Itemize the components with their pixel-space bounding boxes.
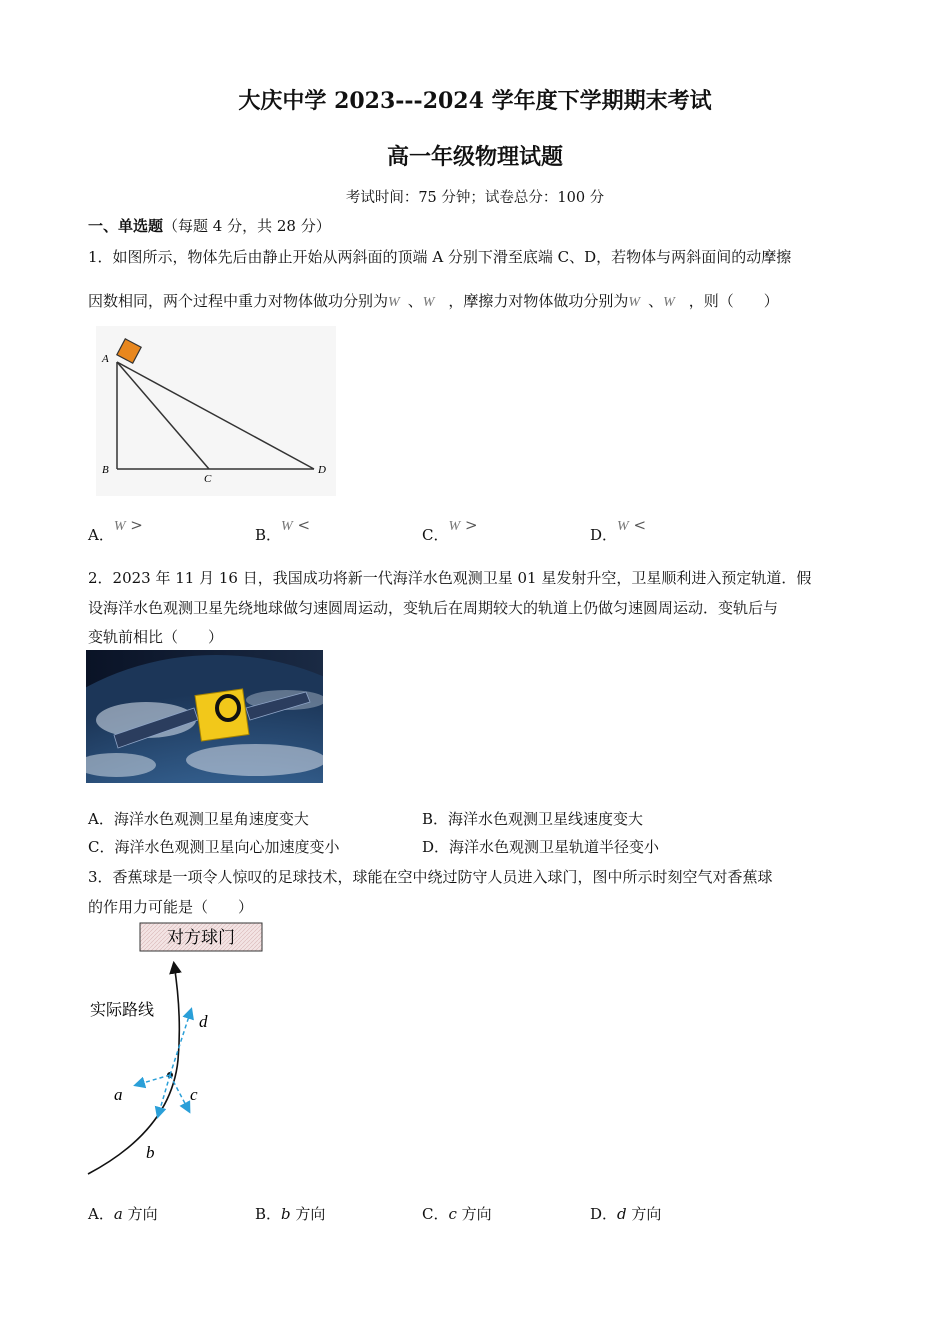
q2-line1: 2．2023 年 11 月 16 日，我国成功将新一代海洋水色观测卫星 01 星发射升空，卫星顺利进入预定轨道．假 <box>88 569 812 587</box>
arrow-d <box>170 1010 191 1075</box>
q1-w3: W <box>628 295 641 310</box>
q2-line2: 设海洋水色观测卫星先绕地球做匀速圆周运动，变轨后在周期较大的轨道上仍做匀速圆周运动．变轨后与 <box>88 599 779 617</box>
q1-option-c[interactable] <box>422 516 478 545</box>
q3-option-d[interactable] <box>590 1203 661 1224</box>
q1-w2: W <box>422 295 435 310</box>
option-operator: > <box>130 516 143 534</box>
q3-option-c[interactable] <box>422 1203 492 1224</box>
exam-subtitle: 高一年级物理试题 <box>386 144 563 170</box>
option-label: A． <box>88 526 114 544</box>
option-letter: c <box>448 1205 457 1223</box>
label-d: d <box>199 1012 208 1031</box>
point-b-label: B <box>102 464 109 476</box>
q1-option-d[interactable] <box>590 516 647 545</box>
point-a-label: A <box>102 353 109 365</box>
exam-info: 考试时间：75 分钟；试卷总分：100 分 <box>345 190 605 206</box>
q1-text-b: ，摩擦力对物体做功分别为 <box>448 292 629 310</box>
option-label: D． <box>590 526 618 544</box>
q1-incline-figure <box>96 326 336 496</box>
arrow-c <box>170 1075 189 1111</box>
q2-option-a[interactable]: A．海洋水色观测卫星角速度变大 <box>88 810 309 828</box>
q2-line3: 变轨前相比（ ） <box>88 628 224 646</box>
option-label: B． <box>255 526 282 544</box>
option-operator: < <box>633 516 647 534</box>
option-letter: a <box>113 1205 123 1223</box>
label-a: a <box>114 1085 123 1104</box>
q1-option-b[interactable] <box>255 516 311 545</box>
option-label: D． <box>590 1205 618 1223</box>
option-w: W <box>281 519 293 534</box>
exam-title: 大庆中学 2023---2024 学年度下学期期末考试 <box>238 88 712 114</box>
option-w: W <box>113 519 126 534</box>
option-suffix: 方向 <box>295 1205 326 1223</box>
q2-option-c[interactable]: C．海洋水色观测卫星向心加速度变小 <box>88 838 340 856</box>
label-c: c <box>190 1085 198 1104</box>
option-label: A． <box>88 1205 114 1223</box>
option-w: W <box>617 519 629 534</box>
q1-option-a[interactable] <box>88 516 143 545</box>
option-label: C． <box>422 526 449 544</box>
satellite-image <box>86 650 323 783</box>
q1-w4: W <box>663 295 675 310</box>
option-w: W <box>448 519 461 534</box>
q2-option-d[interactable]: D．海洋水色观测卫星轨道半径变小 <box>422 838 660 856</box>
ball-path <box>88 964 179 1174</box>
option-suffix: 方向 <box>631 1205 662 1223</box>
arrow-a <box>136 1075 170 1085</box>
q3-option-a[interactable] <box>88 1203 158 1224</box>
option-suffix: 方向 <box>127 1205 158 1223</box>
q1-line1: 1．如图所示，物体先后由静止开始从两斜面的顶端 A 分别下滑至底端 C、D，若物体与两斜面间的动摩擦 <box>88 248 792 266</box>
q1-sep2: 、 <box>648 292 664 310</box>
label-b: b <box>146 1143 155 1162</box>
option-label: C． <box>422 1205 449 1223</box>
q1-text-a: 因数相同，两个过程中重力对物体做功分别为 <box>88 292 389 310</box>
q2-option-b[interactable]: B．海洋水色观测卫星线速度变大 <box>422 810 644 828</box>
option-operator: > <box>464 516 478 534</box>
q1-line2 <box>88 290 779 311</box>
q3-line2: 的作用力可能是（ ） <box>88 898 254 916</box>
section-label: 一、单选题 <box>88 217 164 235</box>
q1-w1: W <box>388 295 400 310</box>
section-note: （每题 4 分，共 28 分） <box>163 217 331 235</box>
q1-sep1: 、 <box>407 292 423 310</box>
cloud <box>186 744 323 776</box>
option-suffix: 方向 <box>461 1205 492 1223</box>
point-c-label: C <box>204 473 212 485</box>
option-letter: d <box>617 1205 627 1223</box>
option-letter: b <box>281 1205 291 1223</box>
q3-line1: 3．香蕉球是一项令人惊叹的足球技术，球能在空中绕过防守人员进入球门，图中所示时刻空气对香蕉球 <box>88 868 773 886</box>
point-d-label: D <box>318 464 326 476</box>
banana-kick-figure <box>86 920 286 1180</box>
q3-option-b[interactable] <box>255 1203 325 1224</box>
option-operator: < <box>297 516 311 534</box>
option-label: B． <box>255 1205 282 1223</box>
goal-label: 对方球门 <box>167 928 235 948</box>
q1-text-c: ，则（ ） <box>688 292 779 310</box>
path-label: 实际路线 <box>90 1000 155 1019</box>
section-header <box>88 215 331 236</box>
